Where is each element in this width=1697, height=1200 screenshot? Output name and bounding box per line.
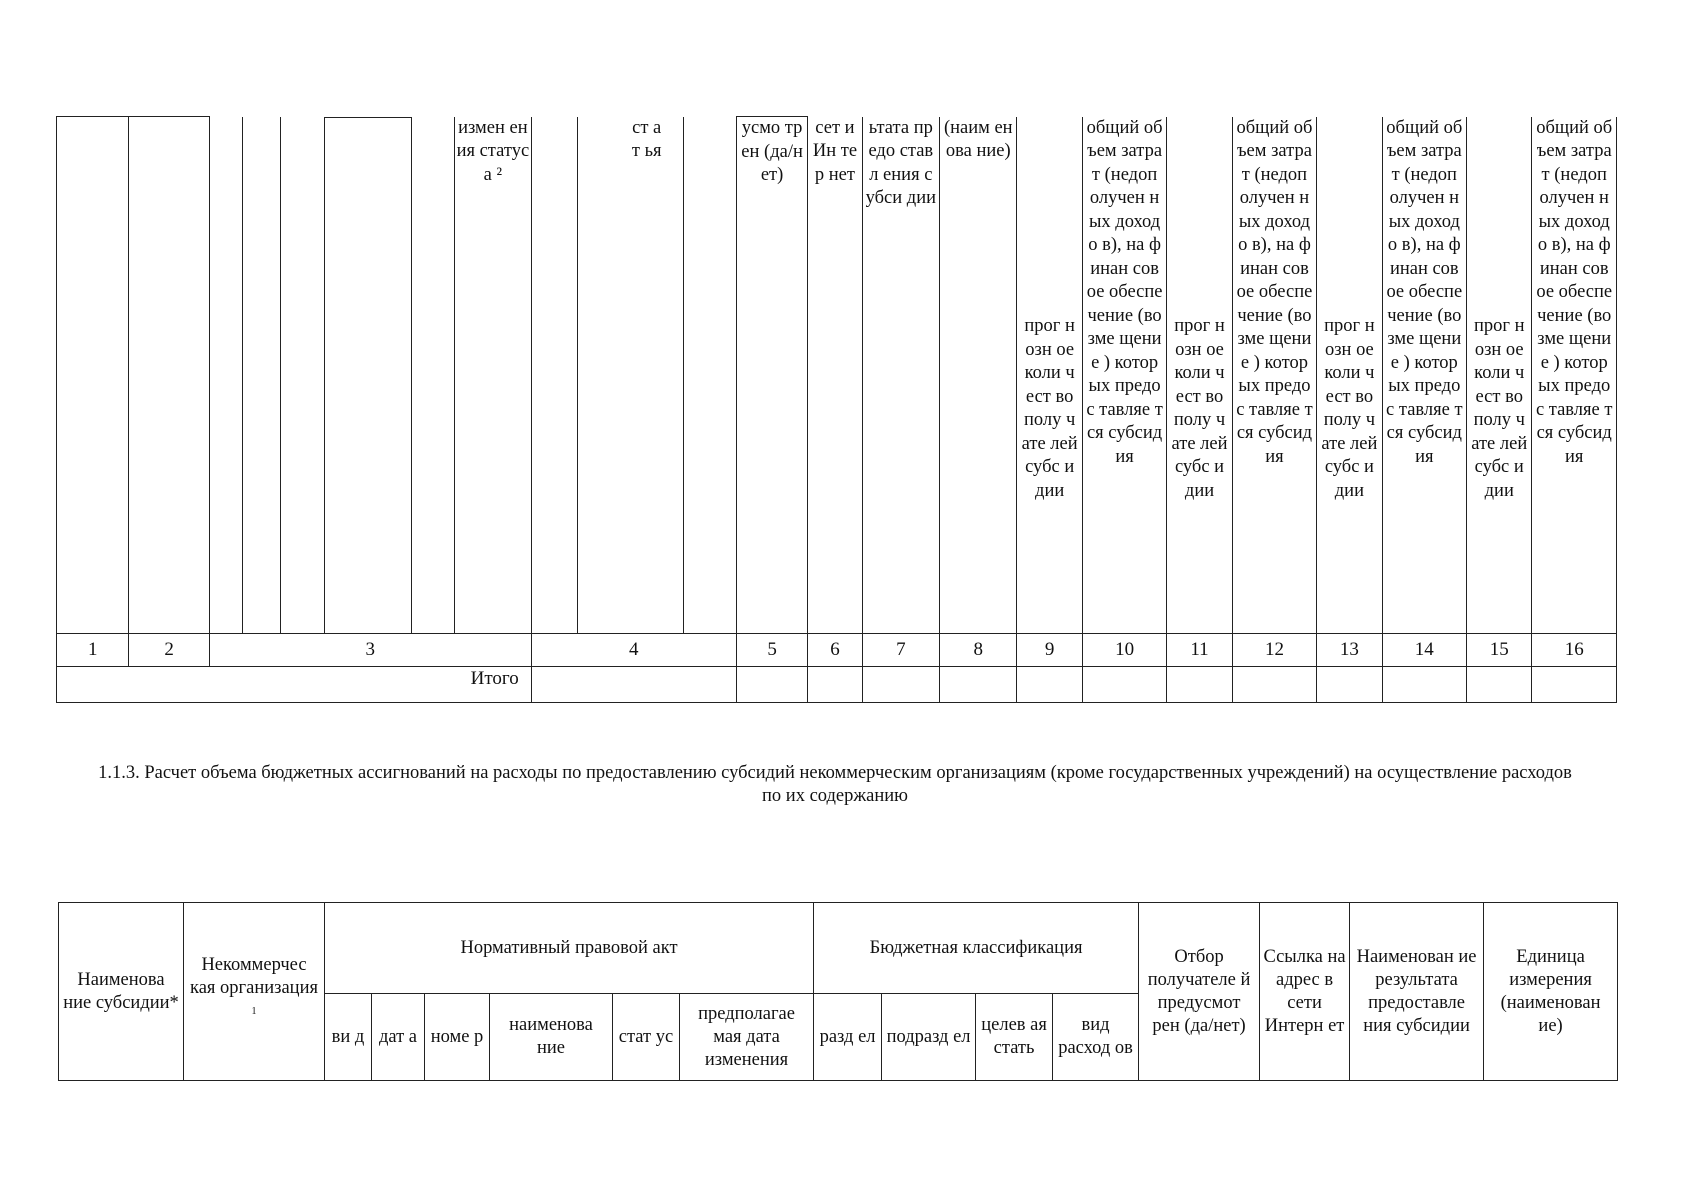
column-number: 11 xyxy=(1167,634,1232,667)
continuation-table xyxy=(56,116,1617,703)
total-cell[interactable] xyxy=(531,667,736,703)
budget-section-header: разд ел xyxy=(814,994,882,1081)
subsidy-name-header: Наименова ние субсидии* xyxy=(59,903,184,1081)
nko-header xyxy=(184,903,325,1081)
header-row xyxy=(57,117,1617,634)
total-cell[interactable] xyxy=(1082,667,1166,703)
column-number: 3 xyxy=(209,634,531,667)
total-cell[interactable] xyxy=(1017,667,1082,703)
header-cell-16: общий объем затрат (недоп олучен ных доходо в), на финан совое обеспе чение (возме щение ) котор ых предос тавляе тся субсид ия xyxy=(1532,117,1617,634)
column-number: 2 xyxy=(129,634,209,667)
budget-group-header: Бюджетная классификация xyxy=(814,903,1139,994)
total-cell[interactable] xyxy=(1382,667,1466,703)
column-number: 10 xyxy=(1082,634,1166,667)
result-name-header: Наименован ие результата предоставле ния субсидии xyxy=(1350,903,1484,1081)
budget-subsection-header: подразд ел xyxy=(882,994,976,1081)
column-number: 8 xyxy=(940,634,1017,667)
selection-header: Отбор получателе й предусмот рен (да/нет) xyxy=(1139,903,1260,1081)
status-change-text: измен ения статус а ² xyxy=(456,117,530,185)
column-number: 13 xyxy=(1317,634,1382,667)
article-text: ст ат ья xyxy=(631,117,662,161)
header-cell-9: прог нозн ое коли чест во полу чате лей субс идии xyxy=(1017,117,1082,634)
header-row-1 xyxy=(59,903,1618,994)
npa-status-header: стат ус xyxy=(613,994,680,1081)
total-cell[interactable] xyxy=(1317,667,1382,703)
total-cell[interactable] xyxy=(1532,667,1617,703)
nko-header-text: Некоммерчес кая организация xyxy=(190,955,318,999)
link-header: Ссылка на адрес в сети Интерн ет xyxy=(1260,903,1350,1081)
header-cell-12: общий объем затрат (недоп олучен ных доходо в), на финан совое обеспе чение (возме щение ) котор ых предос тавляе тся субсид ия xyxy=(1232,117,1316,634)
section-heading: 1.1.3. Расчет объема бюджетных ассигнований на расходы по предоставлению субсидий некоммерческим организациям (кроме государственных учреждений) на осуществление расходов по их содержанию xyxy=(98,763,1572,806)
column-number: 6 xyxy=(808,634,862,667)
header-cell-14: общий объем затрат (недоп олучен ных доходо в), на финан совое обеспе чение (возме щение ) котор ых предос тавляе тся субсид ия xyxy=(1382,117,1466,634)
total-cell[interactable] xyxy=(940,667,1017,703)
header-cell-1 xyxy=(57,117,129,634)
npa-number-header: номе р xyxy=(425,994,490,1081)
npa-title-header: наименова ние xyxy=(490,994,613,1081)
budget-target-article-header: целев ая стать xyxy=(976,994,1053,1081)
header-cell-2 xyxy=(129,117,209,634)
header-cell-7: ьтата предо ставл ения субси дии xyxy=(862,117,939,634)
nko-footnote-mark: 1 xyxy=(251,1006,257,1018)
total-cell[interactable] xyxy=(808,667,862,703)
total-cell[interactable] xyxy=(1232,667,1316,703)
column-number: 7 xyxy=(862,634,939,667)
total-cell[interactable] xyxy=(1167,667,1232,703)
header-cell-5: усмо трен (да/н ет) xyxy=(736,117,807,634)
header-cell-6: сет и Ин тер нет xyxy=(808,117,862,634)
header-cell-10: общий объем затрат (недоп олучен ных доходо в), на финан совое обеспе чение (возме щение ) котор ых предос тавляе тся субсид ия xyxy=(1082,117,1166,634)
total-cell[interactable] xyxy=(862,667,939,703)
column-number: 9 xyxy=(1017,634,1082,667)
unit-header: Единица измерения (наименован ие) xyxy=(1484,903,1618,1081)
column-number: 12 xyxy=(1232,634,1316,667)
column-number: 15 xyxy=(1467,634,1532,667)
column-number: 1 xyxy=(57,634,129,667)
total-row xyxy=(57,667,1617,703)
header-cell-11: прог нозн ое коли чест во полу чате лей субс идии xyxy=(1167,117,1232,634)
header-cell-15: прог нозн ое коли чест во полу чате лей субс идии xyxy=(1467,117,1532,634)
column-number-row xyxy=(57,634,1617,667)
column-number: 4 xyxy=(531,634,736,667)
total-cell[interactable] xyxy=(736,667,807,703)
npa-change-date-header: предполагае мая дата изменения xyxy=(680,994,814,1081)
header-cell-4 xyxy=(531,117,736,634)
npa-date-header: дат а xyxy=(372,994,425,1081)
header-cell-3 xyxy=(209,117,531,634)
budget-expense-type-header: вид расход ов xyxy=(1053,994,1139,1081)
npa-type-header: ви д xyxy=(325,994,372,1081)
total-label: Итого xyxy=(57,667,532,703)
nko-subsidy-table xyxy=(58,902,1618,1081)
header-cell-8: (наим енова ние) xyxy=(940,117,1017,634)
header-cell-13: прог нозн ое коли чест во полу чате лей субс идии xyxy=(1317,117,1382,634)
npa-group-header: Нормативный правовой акт xyxy=(325,903,814,994)
column-number: 5 xyxy=(736,634,807,667)
total-cell[interactable] xyxy=(1467,667,1532,703)
column-number: 16 xyxy=(1532,634,1617,667)
column-number: 14 xyxy=(1382,634,1466,667)
